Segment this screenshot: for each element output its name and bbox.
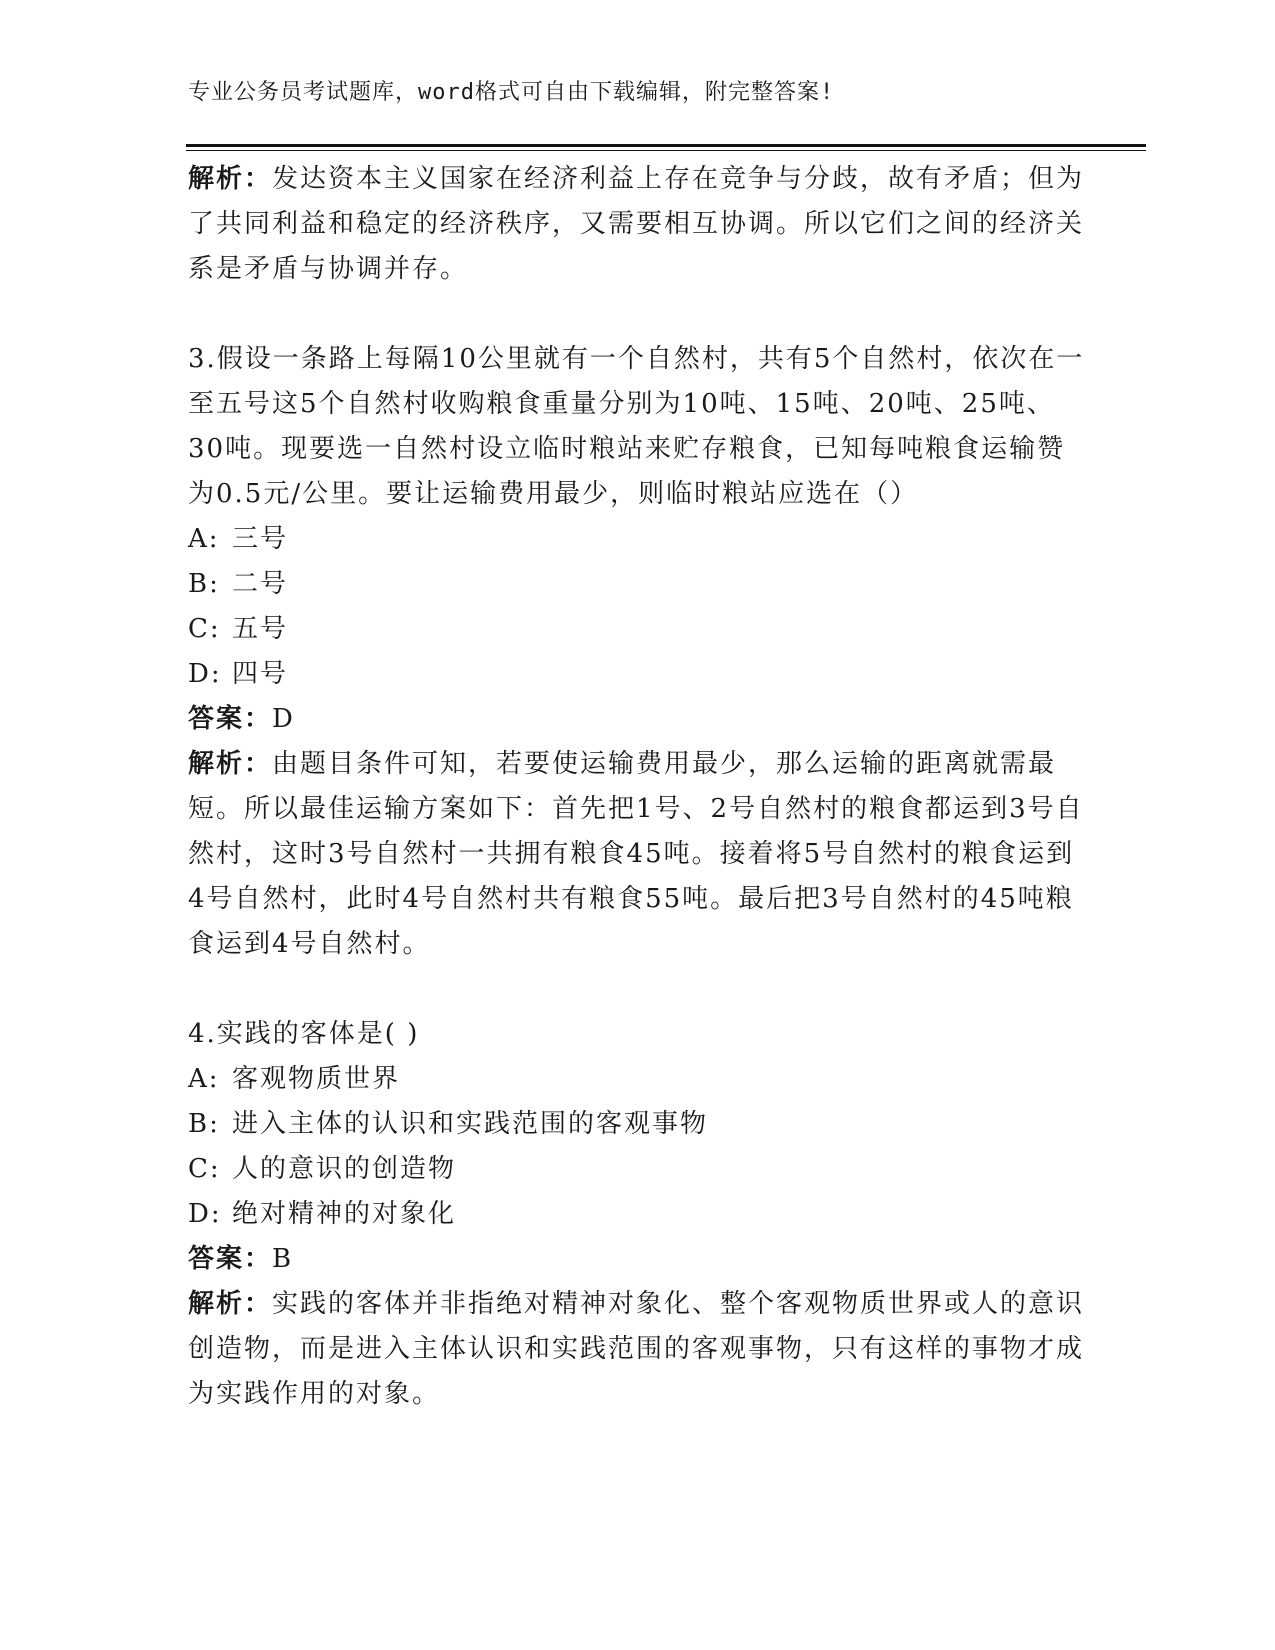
spacer [188, 292, 1088, 337]
content-body [188, 157, 1088, 1417]
option-text: 客观物质世界 [232, 1064, 401, 1094]
option-text: 三号 [232, 524, 289, 554]
question-4-option-a[interactable] [188, 1057, 1088, 1102]
header-rule-thin [186, 150, 1146, 151]
option-text: 人的意识的创造物 [232, 1154, 457, 1184]
question-3-option-d[interactable] [188, 652, 1088, 697]
spacer [188, 967, 1088, 1012]
analysis-label: 解析： [188, 1289, 273, 1319]
option-letter: D: [188, 1199, 222, 1229]
question-3-option-c[interactable] [188, 607, 1088, 652]
option-letter: B: [188, 569, 220, 599]
option-letter: D: [188, 659, 222, 689]
question-3-option-b[interactable] [188, 562, 1088, 607]
answer-value: B [272, 1244, 294, 1274]
option-text: 绝对精神的对象化 [232, 1199, 457, 1229]
option-text: 二号 [232, 569, 289, 599]
prev-analysis [188, 157, 1088, 292]
question-3-answer [188, 697, 1088, 742]
header-rule-thick [186, 144, 1146, 147]
option-letter: C: [188, 614, 221, 644]
question-4-answer [188, 1237, 1088, 1282]
analysis-label: 解析： [188, 164, 273, 194]
question-4-option-c[interactable] [188, 1147, 1088, 1192]
option-letter: A: [188, 1064, 220, 1094]
option-letter: B: [188, 1109, 220, 1139]
question-3-stem: 3.假设一条路上每隔10公里就有一个自然村，共有5个自然村，依次在一至五号这5个自然村收购粮食重量分别为10吨、15吨、20吨、25吨、30吨。现要选一自然村设立临时粮站来贮存粮食，已知每吨粮食运输赞为0.5元/公里。要让运输费用最少，则临时粮站应选在（） [188, 344, 1085, 509]
option-text: 五号 [232, 614, 289, 644]
analysis-label: 解析： [188, 749, 273, 779]
question-4-option-d[interactable] [188, 1192, 1088, 1237]
option-letter: A: [188, 524, 220, 554]
question-3-option-a[interactable] [188, 517, 1088, 562]
answer-label: 答案： [188, 704, 273, 734]
analysis-text: 发达资本主义国家在经济利益上存在竞争与分歧，故有矛盾；但为了共同利益和稳定的经济秩序，又需要相互协调。所以它们之间的经济关系是矛盾与协调并存。 [188, 164, 1085, 284]
analysis-text: 实践的客体并非指绝对精神对象化、整个客观物质世界或人的意识创造物，而是进入主体认识和实践范围的客观事物，只有这样的事物才成为实践作用的对象。 [188, 1289, 1085, 1409]
question-4-stem: 4.实践的客体是( ) [188, 1019, 420, 1049]
page-header: 专业公务员考试题库，word格式可自由下载编辑，附完整答案! [188, 80, 835, 105]
question-3-analysis [188, 742, 1088, 967]
answer-label: 答案： [188, 1244, 273, 1274]
option-text: 四号 [232, 659, 289, 689]
analysis-text: 由题目条件可知，若要使运输费用最少，那么运输的距离就需最短。所以最佳运输方案如下：首先把1号、2号自然村的粮食都运到3号自然村，这时3号自然村一共拥有粮食45吨。接着将5号自然村的粮食运到4号自然村，此时4号自然村共有粮食55吨。最后把3号自然村的45吨粮食运到4号自然村。 [188, 749, 1084, 959]
option-text: 进入主体的认识和实践范围的客观事物 [232, 1109, 709, 1139]
question-4-option-b[interactable] [188, 1102, 1088, 1147]
question-4-analysis [188, 1282, 1088, 1417]
answer-value: D [272, 704, 295, 734]
option-letter: C: [188, 1154, 221, 1184]
